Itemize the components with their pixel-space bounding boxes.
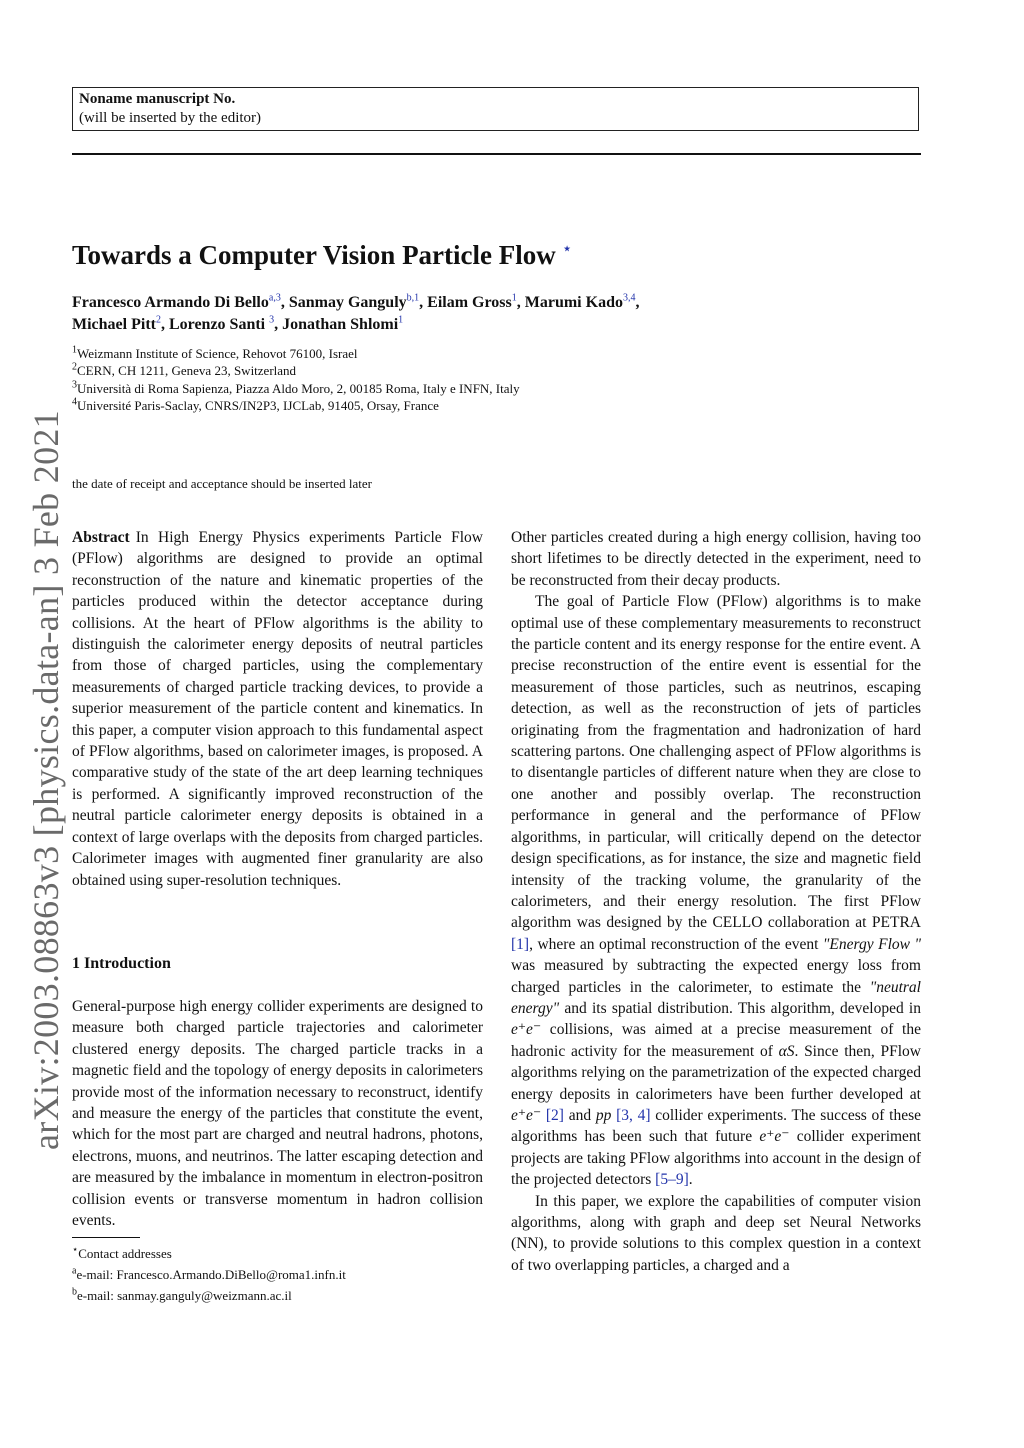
- section-heading-introduction: 1 Introduction: [72, 955, 171, 972]
- affiliation-item: [72, 397, 772, 414]
- author-affil-link[interactable]: 2: [155, 314, 161, 326]
- right-paragraph-3: In this paper, we explore the capabilities of computer vision algorithms, along with graph and deep set Neural Networks (NN), to provide solutions to this complex question in a context of two overlapping particles, a charged and a: [511, 1192, 921, 1274]
- affiliation-text: Weizmann Institute of Science, Rehovot 76100, Israel: [77, 346, 358, 361]
- introduction-paragraph: [72, 996, 483, 1231]
- author-affil-link[interactable]: 3,4: [622, 292, 636, 304]
- paper-title: [72, 232, 572, 272]
- footnote-email[interactable]: e-mail: Francesco.Armando.DiBello@roma1.infn.it: [76, 1267, 346, 1282]
- author-affil-link[interactable]: b,1: [406, 292, 420, 304]
- paper-title-text: Towards a Computer Vision Particle Flow: [72, 240, 556, 270]
- body-text: collider experiment projects are taking PFlow algorithms into account in the design of the projected detectors: [511, 1128, 921, 1189]
- math-expression: e⁺e⁻: [759, 1128, 790, 1146]
- footnote-item: [72, 1243, 483, 1264]
- right-paragraph-1: Other particles created during a high energy collision, having too short lifetimes to be directly detected in the experiment, need to be reconstructed from their decay products.: [511, 529, 921, 589]
- affiliation-number: 2: [72, 361, 77, 373]
- footnote-item: [72, 1285, 483, 1306]
- author-name: , Sanmay Ganguly: [280, 294, 407, 311]
- body-text: collisions, was aimed at a precise measurement of the hadronic activity for the measurement of: [511, 1021, 921, 1060]
- citation-link[interactable]: [2]: [545, 1106, 564, 1124]
- manuscript-number: Noname manuscript No.: [79, 91, 236, 107]
- citation-link[interactable]: [1]: [511, 935, 530, 953]
- author-affil-link[interactable]: 3: [269, 314, 275, 326]
- affiliation-list: [72, 345, 772, 414]
- author-name: Michael Pitt: [72, 315, 156, 333]
- affiliation-item: [72, 362, 772, 379]
- receipt-date-note: the date of receipt and acceptance should be inserted later: [72, 476, 372, 491]
- footnote-mark: a: [72, 1265, 77, 1277]
- footnote-text: Contact addresses: [78, 1246, 172, 1261]
- right-column: [511, 527, 921, 1276]
- math-expression: e⁺e⁻: [511, 1106, 542, 1124]
- right-paragraph-2: [511, 591, 921, 1190]
- footnote-rule: [72, 1237, 140, 1238]
- author-affil-link[interactable]: 1: [511, 292, 517, 304]
- body-text: and: [563, 1106, 596, 1124]
- abstract-text: In High Energy Physics experiments Particle Flow (PFlow) algorithms are designed to provide an optimal reconstruction of the nature and kinematic properties of the particles produced within the detector acceptance during collisions. At the heart of PFlow algorithms is the ability to distinguish the calorimeter energy deposits of neutral particles from those of charged particles, using the complementary measurements of charged particle tracking devices, to provide a superior measurement of the particle content and kinematics. In this paper, a computer vision approach to this fundamental aspect of PFlow algorithms, based on calorimeter images, is proposed. A comparative study of the state of the art deep learning techniques is performed. A significantly improved reconstruction of the neutral particle calorimeter energy deposits is obtained in a context of large overlaps with the deposits from charged particles. Calorimeter images with augmented finer granularity are also obtained using super-resolution techniques.: [72, 529, 483, 889]
- editor-note: (will be inserted by the editor): [79, 110, 262, 126]
- citation-link[interactable]: [3, 4]: [616, 1106, 651, 1124]
- author-name: , Jonathan Shlomi: [274, 315, 399, 333]
- author-affil-link[interactable]: a,3: [268, 292, 281, 304]
- affiliation-text: Università di Roma Sapienza, Piazza Aldo Moro, 2, 00185 Roma, Italy e INFN, Italy: [77, 380, 520, 396]
- header-rule: [72, 153, 921, 155]
- quoted-term: "neutral energy": [511, 978, 921, 1017]
- author-list: [72, 292, 772, 335]
- citation-link[interactable]: [5–9]: [655, 1171, 689, 1189]
- math-expression: pp: [595, 1106, 612, 1124]
- math-expression: e⁺e⁻: [511, 1021, 542, 1039]
- affiliation-item: [72, 345, 772, 362]
- arxiv-identifier[interactable]: arXiv:2003.08863v3 [physics.data-an] 3 Feb 2021: [26, 410, 66, 1150]
- title-footnote-star[interactable]: ⋆: [561, 239, 573, 258]
- affiliation-number: 3: [72, 379, 77, 391]
- body-text: collider experiments. The success of these algorithms has been such that future: [511, 1106, 922, 1146]
- affiliation-text: CERN, CH 1211, Geneva 23, Switzerland: [77, 363, 297, 379]
- body-text: .: [688, 1171, 693, 1189]
- body-text: The goal of Particle Flow (PFlow) algorithms is to make optimal use of these complementary measurements to reconstruct the particle content and its energy response for the entire event. A precise reconstruction of the entire event is essential for the measurement of those particles, such as neutrinos, escaping detection, as well as the reconstruction of jets of particles originating from the fragmentation and hadronization of hard scattering partons. One challenging aspect of PFlow algorithms is to disentangle particles of different nature when they are close to one another and possibly overlap. The reconstruction performance in general and the performance of PFlow algorithms, in particular, will critically depend on the detector design specifications, as for instance, the size and magnetic field intensity of the tracking volume, the granularity of the calorimeters, and their energy resolution. The first PFlow algorithm was designed by the CELLO collaboration at PETRA: [511, 593, 921, 932]
- author-name: , Marumi Kado: [516, 294, 623, 311]
- footnote-mark: b: [72, 1286, 77, 1298]
- intro-paragraph-1: General-purpose high energy collider experiments are designed to measure both charged particle trajectories and calorimeter clustered energy deposits. The charged particle tracks in a magnetic field and the topology of energy deposits in calorimeters provide most of the information necessary to reconstruct, identify and measure the energy of the particles that constitute the event, which for the most part are charged and neutral hadrons, photons, electrons, muons, and neutrinos. The latter escaping detection and are measured by the imbalance in momentum in electron-positron collision events or transverse momentum in hadron collision events.: [72, 998, 483, 1230]
- author-affil-link[interactable]: 1: [398, 314, 404, 326]
- body-text: was measured by subtracting the expected energy loss from charged particles in the calorimeter, to estimate the: [511, 957, 921, 996]
- affiliation-number: 1: [72, 344, 77, 356]
- author-name: , Lorenzo Santi: [160, 315, 270, 333]
- footnote-item: [72, 1264, 483, 1285]
- footnote-mark: ⋆: [72, 1244, 79, 1256]
- affiliation-text: Université Paris-Saclay, CNRS/IN2P3, IJCLab, 91405, Orsay, France: [77, 397, 439, 413]
- abstract-heading: Abstract: [72, 529, 130, 546]
- footnote-email[interactable]: e-mail: sanmay.ganguly@weizmann.ac.il: [77, 1288, 292, 1303]
- body-text: , where an optimal reconstruction of the event: [529, 935, 823, 953]
- math-expression: αS: [778, 1042, 795, 1060]
- manuscript-box: [72, 87, 919, 131]
- abstract: [72, 527, 483, 891]
- footnotes: [72, 1243, 483, 1306]
- quoted-term: "Energy Flow ": [822, 935, 921, 953]
- body-text: and its spatial distribution. This algorithm, developed in: [559, 999, 921, 1017]
- author-name: Francesco Armando Di Bello: [72, 294, 269, 311]
- body-text: . Since then, PFlow algorithms relying on the parametrization of the expected charged energy deposits in calorimeters have been further developed at: [511, 1042, 921, 1103]
- affiliation-item: [72, 380, 772, 397]
- author-name: , Eilam Gross: [419, 294, 512, 311]
- affiliation-number: 4: [72, 396, 77, 408]
- author-separator: ,: [635, 294, 640, 311]
